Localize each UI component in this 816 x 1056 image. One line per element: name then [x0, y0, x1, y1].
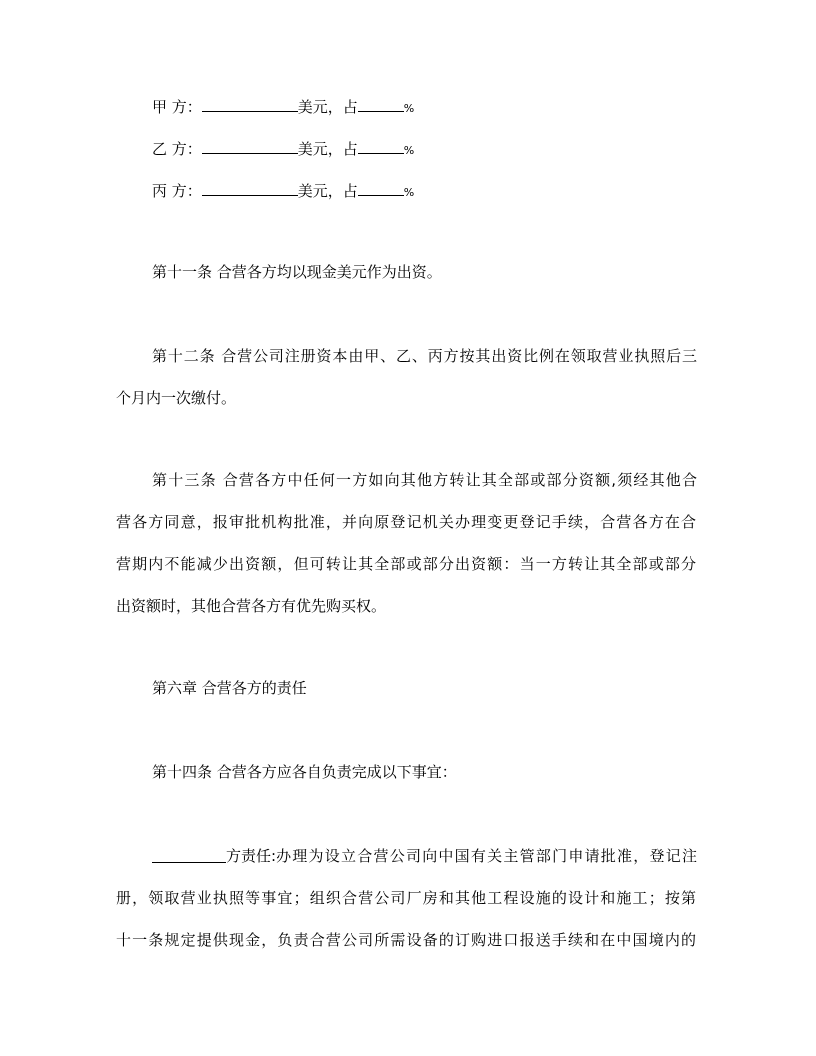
- article-12-line-1: 第十二条 合营公司注册资本由甲、乙、丙方按其出资比例在领取营业执照后三: [152, 347, 697, 365]
- article-12-line-2: 个月内一次缴付。: [116, 389, 237, 407]
- amount-blank: [202, 138, 298, 154]
- party-label: 乙 方：: [152, 140, 202, 158]
- article-13-line-4: 出资额时，其他合营各方有优先购买权。: [116, 597, 387, 615]
- article-13-line-2: 营各方同意，报审批机构批准，并向原登记机关办理变更登记手续，合营各方在合: [116, 513, 696, 531]
- capital-line-jia: [152, 96, 414, 116]
- capital-line-yi: [152, 138, 414, 158]
- amount-blank: [202, 180, 298, 196]
- responsibility-text: 办理为设立合营公司向中国有关主管部门申请批准，登记注: [276, 847, 697, 865]
- percent-sign: %: [403, 186, 415, 199]
- percent-blank: [358, 96, 404, 112]
- currency-label: 美元，占: [297, 140, 358, 158]
- percent-sign: %: [403, 144, 415, 157]
- article-13-line-3: 营期内不能减少出资额，但可转让其全部或部分出资额：当一方转让其全部或部分: [116, 555, 696, 573]
- currency-label: 美元，占: [297, 182, 358, 200]
- amount-blank: [202, 96, 298, 112]
- percent-blank: [358, 180, 404, 196]
- percent-blank: [358, 138, 404, 154]
- party-label: 丙 方：: [152, 182, 202, 200]
- article-14-line-1: 第十四条 合营各方应各自负责完成以下事宜：: [152, 763, 457, 781]
- party-name-blank: [152, 847, 226, 863]
- article-13-line-1: 第十三条 合营各方中任何一方如向其他方转让其全部或部分资额,须经其他合: [152, 471, 697, 489]
- responsibility-line-1: [152, 846, 697, 866]
- capital-line-bing: [152, 180, 414, 200]
- party-label: 甲 方：: [152, 98, 202, 116]
- chapter-6-heading: 第六章 合营各方的责任: [152, 679, 307, 697]
- percent-sign: %: [403, 102, 415, 115]
- article-11-line-1: 第十一条 合营各方均以现金美元作为出资。: [152, 263, 442, 281]
- responsibility-line-3: 十一条规定提供现金，负责合营公司所需设备的订购进口报送手续和在中国境内的: [116, 931, 696, 949]
- currency-label: 美元，占: [297, 98, 358, 116]
- responsibility-label: 方责任:: [226, 847, 277, 865]
- responsibility-line-2: 册，领取营业执照等事宜；组织合营公司厂房和其他工程设施的设计和施工；按第: [116, 889, 696, 907]
